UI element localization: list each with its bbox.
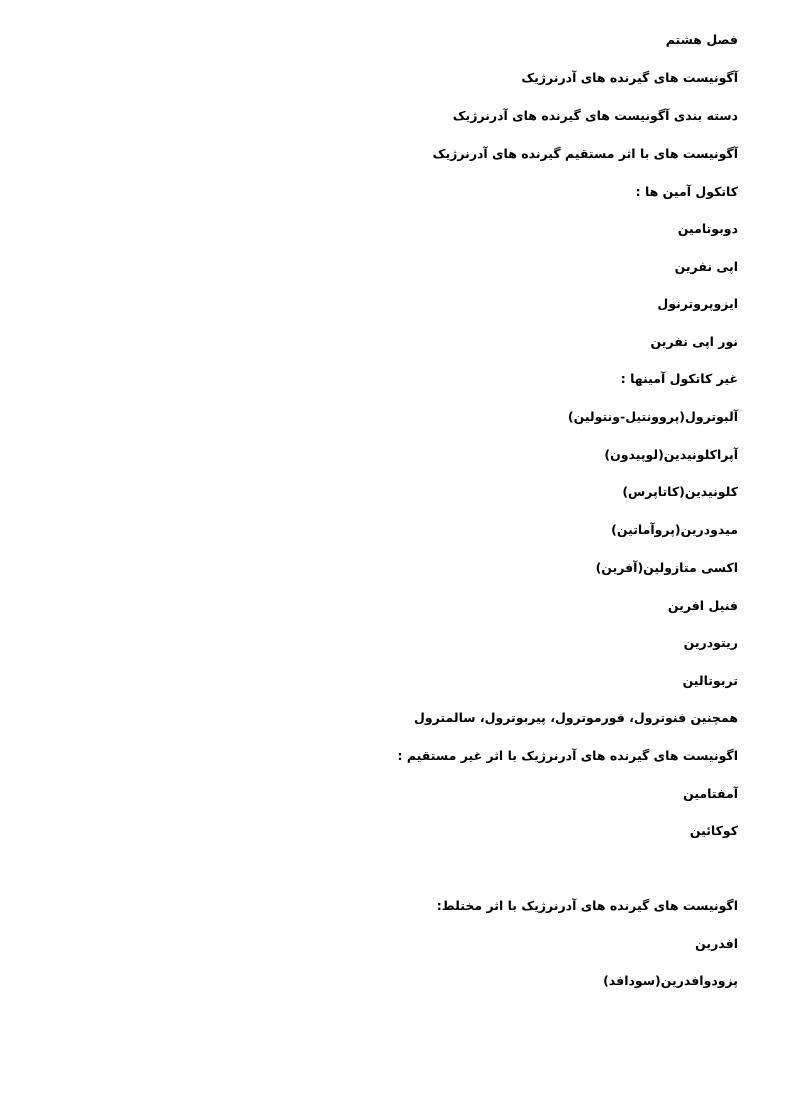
list-item: اکسی متازولین(آفرین): [595, 560, 738, 575]
chapter-title: فصل هشتم: [665, 32, 738, 47]
section-heading: آگونیست های گیرنده های آدرنرژیک: [521, 70, 738, 85]
noncatecholamines-heading: غیر کاتکول آمینها :: [620, 371, 738, 386]
list-item: تربوتالین: [682, 673, 738, 688]
mixed-agonists-heading: اگونیست های گیرنده های آدرنرژیک با اثر مختلط:: [436, 898, 738, 913]
list-item: کوکائین: [689, 823, 738, 838]
list-item: آمفتامین: [683, 786, 738, 801]
list-item: پزودوافدرین(سودافد): [603, 973, 738, 988]
classification-heading: دسته بندی آگونیست های گیرنده های آدرنرژیک: [452, 108, 738, 123]
list-item: فنیل افرین: [667, 598, 738, 613]
list-item: افدرین: [695, 936, 738, 951]
list-item: آپراکلونیدین(لوپیدون): [604, 447, 738, 462]
list-item: ریتودرین: [683, 635, 738, 650]
indirect-agonists-heading: اگونیست های گیرنده های آدرنرژیک با اثر غیر مستقیم :: [397, 748, 738, 763]
list-item: نور اپی نفرین: [650, 334, 738, 349]
list-item: کلونیدین(کاتاپرس): [622, 484, 738, 499]
list-item: دوبوتامین: [677, 221, 738, 236]
list-item: ایزوپروترنول: [657, 296, 738, 311]
list-item: همچنین فنوترول، فورموترول، پیربوترول، سالمترول: [414, 710, 738, 725]
catecholamines-heading: کاتکول آمین ها :: [635, 184, 738, 199]
list-item: اپی نفرین: [674, 259, 738, 274]
list-item: میدودرین(پروآماتین): [611, 522, 738, 537]
list-item: آلبوترول(پروونتیل-ونتولین): [567, 409, 738, 424]
direct-agonists-heading: آگونیست های با اثر مستقیم گیرنده های آدرنرژیک: [432, 146, 738, 161]
